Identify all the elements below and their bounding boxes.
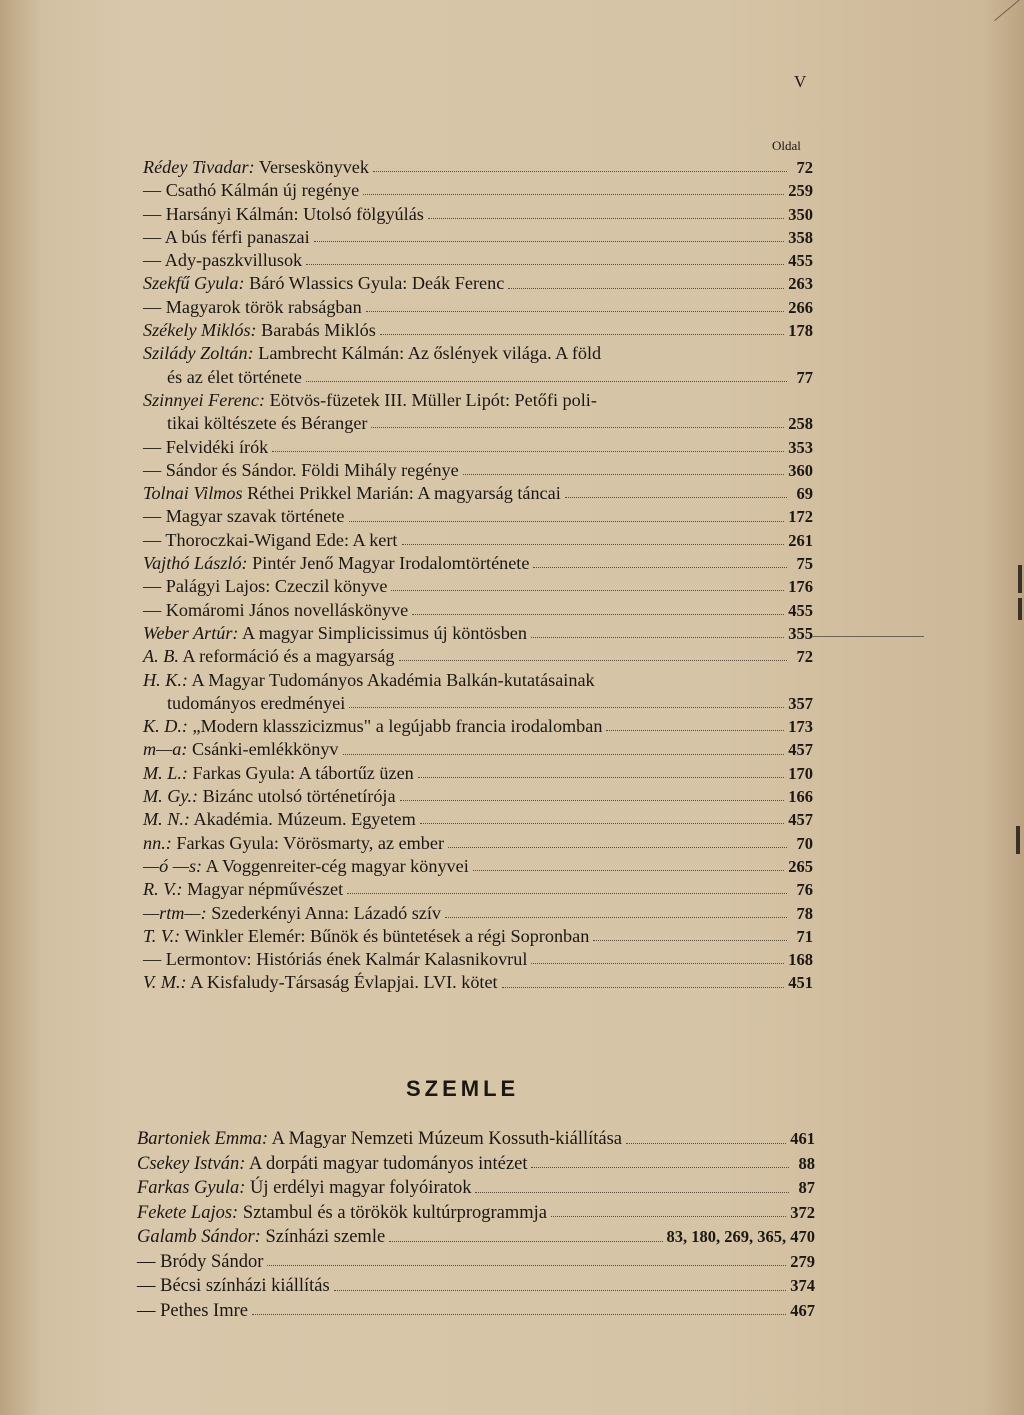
entry-title: — Lermontov: Históriás ének Kalmár Kalasnikovrul <box>143 949 528 970</box>
entry-title: Sztambul és a törökök kultúrprogrammja <box>242 1202 547 1223</box>
entry-page: 176 <box>788 577 813 597</box>
entry-title: „Modern klasszicizmus" a legújabb francia irodalomban <box>192 716 603 737</box>
toc-entry <box>143 296 813 319</box>
dot-leader <box>389 1241 662 1242</box>
entry-page: 75 <box>796 554 813 574</box>
dot-leader <box>314 241 785 242</box>
entry-text <box>143 412 367 435</box>
entry-text <box>143 203 424 226</box>
entry-text <box>137 1127 622 1152</box>
entry-text <box>143 692 345 715</box>
dot-leader <box>380 334 784 335</box>
entry-page: 455 <box>788 251 813 271</box>
entry-page: 350 <box>788 204 813 224</box>
dot-leader <box>531 637 784 638</box>
entry-text <box>143 529 398 552</box>
edge-mark <box>1016 826 1020 854</box>
entry-page: 266 <box>788 297 813 317</box>
margin-line <box>812 636 924 637</box>
toc-entry <box>143 715 813 738</box>
toc-entry <box>143 459 813 482</box>
dot-leader <box>502 987 785 988</box>
entry-page: 357 <box>788 693 813 713</box>
toc-entry <box>143 319 813 342</box>
entry-text <box>137 1176 471 1201</box>
dot-leader <box>606 730 784 731</box>
dot-leader <box>306 264 784 265</box>
entry-page: 168 <box>788 950 813 970</box>
entry-title: — Ady-paszkvillusok <box>143 250 303 271</box>
entry-text <box>143 156 369 179</box>
entry-page: 451 <box>788 973 813 993</box>
entry-title: Akadémia. Múzeum. Egyetem <box>193 809 416 830</box>
entry-text <box>143 342 601 365</box>
entry-author: Szekfű Gyula: <box>143 273 245 294</box>
entry-text <box>143 832 444 855</box>
entry-page: 170 <box>788 763 813 783</box>
entry-page: 279 <box>790 1251 815 1271</box>
entry-title: Báró Wlassics Gyula: Deák Ferenc <box>249 273 505 294</box>
entry-author: Rédey Tivadar: <box>143 157 255 177</box>
entry-title: Verseskönyvek <box>258 157 369 177</box>
section-title: SZEMLE <box>406 1076 520 1101</box>
dot-leader <box>531 963 784 964</box>
entry-page: 173 <box>788 717 813 737</box>
toc-entry <box>143 412 813 435</box>
toc-entry <box>143 645 813 668</box>
entry-title: A magyar Simplicissimus új köntösben <box>242 622 527 643</box>
dot-leader <box>445 917 787 918</box>
entry-page: 178 <box>788 321 813 341</box>
entry-author: Weber Artúr: <box>143 622 239 643</box>
toc-entry <box>143 575 813 598</box>
entry-title: Barabás Miklós <box>261 320 376 341</box>
entry-text <box>143 902 441 925</box>
dot-leader <box>508 288 784 289</box>
toc-entry <box>143 832 813 855</box>
entry-text <box>143 599 408 622</box>
toc-entry <box>137 1201 815 1226</box>
entry-page: 455 <box>788 600 813 620</box>
dot-leader <box>371 427 784 428</box>
entry-text <box>143 622 527 645</box>
entry-text <box>143 669 595 692</box>
dot-leader <box>400 800 785 801</box>
entry-text <box>143 552 529 575</box>
dot-leader <box>343 754 785 755</box>
dot-leader <box>306 381 787 382</box>
entry-title: Új erdélyi magyar folyóiratok <box>250 1178 472 1198</box>
entry-text <box>143 436 268 459</box>
entry-title: — Pethes Imre <box>137 1300 248 1321</box>
entry-text <box>137 1201 547 1226</box>
entry-author: Szilády Zoltán: <box>143 343 254 364</box>
entry-author: Farkas Gyula: <box>137 1178 246 1198</box>
dot-leader <box>349 521 785 522</box>
entry-title: A Magyar Nemzeti Múzeum Kossuth-kiállítása <box>271 1129 623 1149</box>
toc-entry <box>143 948 813 971</box>
entry-author: A. B. <box>143 646 179 667</box>
entry-text <box>143 319 376 342</box>
pencil-mark <box>994 0 1024 21</box>
entry-text <box>137 1299 248 1324</box>
entry-page: 353 <box>788 437 813 457</box>
entry-author: M. N.: <box>143 809 190 830</box>
entry-text <box>143 179 359 202</box>
entry-title: Winkler Elemér: Bűnök és büntetések a régi Sopronban <box>184 925 590 946</box>
entry-text <box>143 925 589 948</box>
entry-page: 457 <box>788 740 813 760</box>
entry-title: Farkas Gyula: Vörösmarty, az ember <box>176 832 445 853</box>
toc-entry <box>137 1127 815 1152</box>
entry-author: m—a: <box>143 739 188 760</box>
entry-page: 263 <box>788 274 813 294</box>
entry-title: — Thoroczkai-Wigand Ede: A kert <box>143 529 398 550</box>
dot-leader <box>531 1167 789 1168</box>
entry-text <box>143 272 504 295</box>
dot-leader <box>252 1314 786 1315</box>
entry-author: Szinnyei Ferenc: <box>143 389 266 410</box>
entry-title: — Palágyi Lajos: Czeczil könyve <box>143 576 388 597</box>
toc-entry <box>143 971 813 994</box>
dot-leader <box>366 311 785 312</box>
entry-author: Csekey István: <box>137 1153 246 1174</box>
entry-text <box>143 482 561 505</box>
dot-leader <box>347 893 787 894</box>
entry-text <box>143 226 310 249</box>
entry-title: Réthei Prikkel Marián: A magyarság táncai <box>247 483 561 504</box>
toc-entry <box>143 785 813 808</box>
entry-text <box>143 948 527 971</box>
toc-entry <box>143 272 813 295</box>
entry-title: Színházi szemle <box>265 1227 386 1247</box>
entry-title: — Magyarok török rabságban <box>143 296 362 317</box>
toc-entry <box>143 179 813 202</box>
toc-entry <box>137 1250 815 1275</box>
toc-entry <box>143 762 813 785</box>
entry-title: tikai költészete és Béranger <box>167 413 368 434</box>
entry-author: Vajthó László: <box>143 553 248 574</box>
dot-leader <box>565 497 787 498</box>
entry-page: 358 <box>788 227 813 247</box>
entry-text <box>143 296 362 319</box>
entry-title: — Harsányi Kálmán: Utolsó fölgyúlás <box>143 203 424 224</box>
entry-page: 265 <box>788 856 813 876</box>
entry-text <box>143 785 396 808</box>
toc-entry <box>137 1274 815 1299</box>
toc-entry <box>143 599 813 622</box>
entry-author: V. M.: <box>143 972 187 993</box>
entry-text <box>137 1225 385 1250</box>
dot-leader <box>373 171 787 172</box>
entry-text <box>137 1250 263 1275</box>
entry-title: Eötvös-füzetek III. Müller Lipót: Petőfi poli- <box>269 389 597 410</box>
entry-author: Fekete Lajos: <box>137 1202 239 1223</box>
entry-page: 467 <box>790 1300 815 1320</box>
entry-text <box>143 878 343 901</box>
entry-author: Bartoniek Emma: <box>137 1129 269 1149</box>
entry-page: 457 <box>788 810 813 830</box>
entry-page: 70 <box>796 833 813 853</box>
entry-page: 261 <box>788 530 813 550</box>
dot-leader <box>399 660 787 661</box>
toc-entry <box>143 203 813 226</box>
entry-page: 71 <box>796 926 813 946</box>
entry-title: Farkas Gyula: A tábortűz üzen <box>192 762 414 783</box>
toc-entry <box>143 552 813 575</box>
page-number: V <box>794 72 808 91</box>
entry-title: — Komáromi János novelláskönyve <box>143 599 409 620</box>
toc-entry <box>137 1152 815 1177</box>
entry-page: 87 <box>798 1178 815 1197</box>
entry-title: — A bús férfi panaszai <box>143 226 310 247</box>
entry-page: 355 <box>788 623 813 643</box>
dot-leader <box>428 218 784 219</box>
toc-entry <box>143 156 813 179</box>
entry-author: nn.: <box>143 832 172 853</box>
toc-entry <box>143 669 813 692</box>
toc-entry <box>143 925 813 948</box>
entry-title: Csánki-emlékkönyv <box>192 739 339 760</box>
entry-title: A Kisfaludy-Társaság Évlapjai. LVI. kötet <box>190 972 498 993</box>
entry-text <box>143 738 339 761</box>
entry-title: Lambrecht Kálmán: Az őslények világa. A föld <box>258 343 602 364</box>
entry-title: Magyar népművészet <box>187 879 344 900</box>
entry-author: M. L.: <box>143 762 188 783</box>
entry-page: 461 <box>790 1129 815 1148</box>
entry-text <box>143 715 602 738</box>
dot-leader <box>349 707 784 708</box>
entry-text <box>143 575 387 598</box>
entry-text <box>143 808 416 831</box>
toc-entry <box>143 226 813 249</box>
entry-page: 69 <box>796 484 813 504</box>
entry-author: M. Gy.: <box>143 786 199 807</box>
entry-title: Pintér Jenő Magyar Irodalomtörténete <box>252 553 530 574</box>
toc-entry <box>143 878 813 901</box>
dot-leader <box>463 474 785 475</box>
entry-author: T. V.: <box>143 925 181 946</box>
entry-author: K. D.: <box>143 716 188 737</box>
entry-title: A Voggenreiter-cég magyar könyvei <box>205 855 469 876</box>
toc-entry <box>143 482 813 505</box>
entry-title: — Magyar szavak története <box>143 506 345 527</box>
entry-author: Tolnai Vilmos <box>143 483 243 504</box>
entry-text <box>137 1274 330 1299</box>
entry-page: 78 <box>796 903 813 923</box>
entry-page: 374 <box>790 1276 815 1295</box>
toc-entry <box>143 808 813 831</box>
entry-page: 360 <box>788 460 813 480</box>
entry-text <box>143 389 597 412</box>
toc-entry <box>143 692 813 715</box>
dot-leader <box>473 870 784 871</box>
entry-page: 88 <box>798 1153 815 1173</box>
toc-entry <box>137 1176 815 1201</box>
entry-text <box>143 645 395 668</box>
entry-author: H. K.: <box>143 669 188 690</box>
entry-page: 166 <box>788 787 813 807</box>
entry-page: 72 <box>796 158 813 177</box>
dot-leader <box>551 1216 786 1217</box>
toc-entry <box>137 1299 815 1324</box>
dot-leader <box>402 544 785 545</box>
entry-page: 83, 180, 269, 365, 470 <box>666 1227 815 1246</box>
entry-title: Szederkényi Anna: Lázadó szív <box>211 902 442 923</box>
entry-title: A Magyar Tudományos Akadémia Balkán-kutatásainak <box>191 669 595 690</box>
toc-entry <box>143 249 813 272</box>
edge-mark <box>1018 598 1022 620</box>
entry-title: — Bécsi színházi kiállítás <box>137 1276 330 1296</box>
entry-page: 372 <box>790 1202 815 1222</box>
edge-mark <box>1018 565 1022 593</box>
dot-leader <box>267 1265 786 1266</box>
entry-title: és az élet története <box>167 366 302 387</box>
dot-leader <box>334 1290 787 1291</box>
dot-leader <box>626 1143 786 1144</box>
entry-text <box>143 762 414 785</box>
entry-author: —ó —s: <box>143 855 203 876</box>
entry-text <box>143 855 469 878</box>
entry-title: A dorpáti magyar tudományos intézet <box>249 1153 528 1174</box>
dot-leader <box>448 847 787 848</box>
dot-leader <box>533 567 787 568</box>
dot-leader <box>363 194 784 195</box>
toc-entry <box>143 622 813 645</box>
entry-title: Bizánc utolsó történetírója <box>202 786 396 807</box>
toc-entry <box>143 436 813 459</box>
dot-leader <box>272 451 784 452</box>
entry-page: 259 <box>788 181 813 201</box>
entry-title: — Felvidéki írók <box>143 436 269 457</box>
dot-leader <box>391 590 784 591</box>
toc-entry <box>143 389 813 412</box>
entry-page: 72 <box>796 647 813 667</box>
table-of-contents <box>143 156 813 995</box>
toc-entry <box>143 902 813 925</box>
entry-title: — Sándor és Sándor. Földi Mihály regénye <box>143 459 459 480</box>
entry-title: — Csathó Kálmán új regénye <box>143 180 360 201</box>
entry-title: A reformáció és a magyarság <box>182 646 395 667</box>
entry-text <box>143 366 302 389</box>
entry-page: 258 <box>788 414 813 434</box>
entry-title: tudományos eredményei <box>167 692 346 713</box>
entry-text <box>143 971 498 994</box>
toc-entry <box>143 505 813 528</box>
entry-text <box>143 459 459 482</box>
entry-text <box>143 249 302 272</box>
toc-entry <box>143 342 813 365</box>
entry-title: — Bródy Sándor <box>137 1251 264 1272</box>
toc-entry <box>143 738 813 761</box>
entry-page: 77 <box>796 367 813 387</box>
dot-leader <box>412 614 784 615</box>
entry-page: 76 <box>796 880 813 900</box>
entry-author: —rtm—: <box>143 902 207 923</box>
entry-author: Galamb Sándor: <box>137 1227 261 1247</box>
toc-entry <box>143 855 813 878</box>
dot-leader <box>420 823 784 824</box>
entry-author: R. V.: <box>143 879 183 900</box>
toc-entry <box>137 1225 815 1250</box>
toc-entry <box>143 366 813 389</box>
column-header: Oldal <box>772 138 801 153</box>
dot-leader <box>418 777 785 778</box>
entry-author: Székely Miklós: <box>143 320 257 341</box>
toc-entry <box>143 529 813 552</box>
dot-leader <box>593 940 787 941</box>
dot-leader <box>475 1192 789 1193</box>
szemle-list <box>137 1127 815 1323</box>
entry-text <box>137 1152 527 1177</box>
entry-page: 172 <box>788 507 813 527</box>
entry-text <box>143 505 345 528</box>
